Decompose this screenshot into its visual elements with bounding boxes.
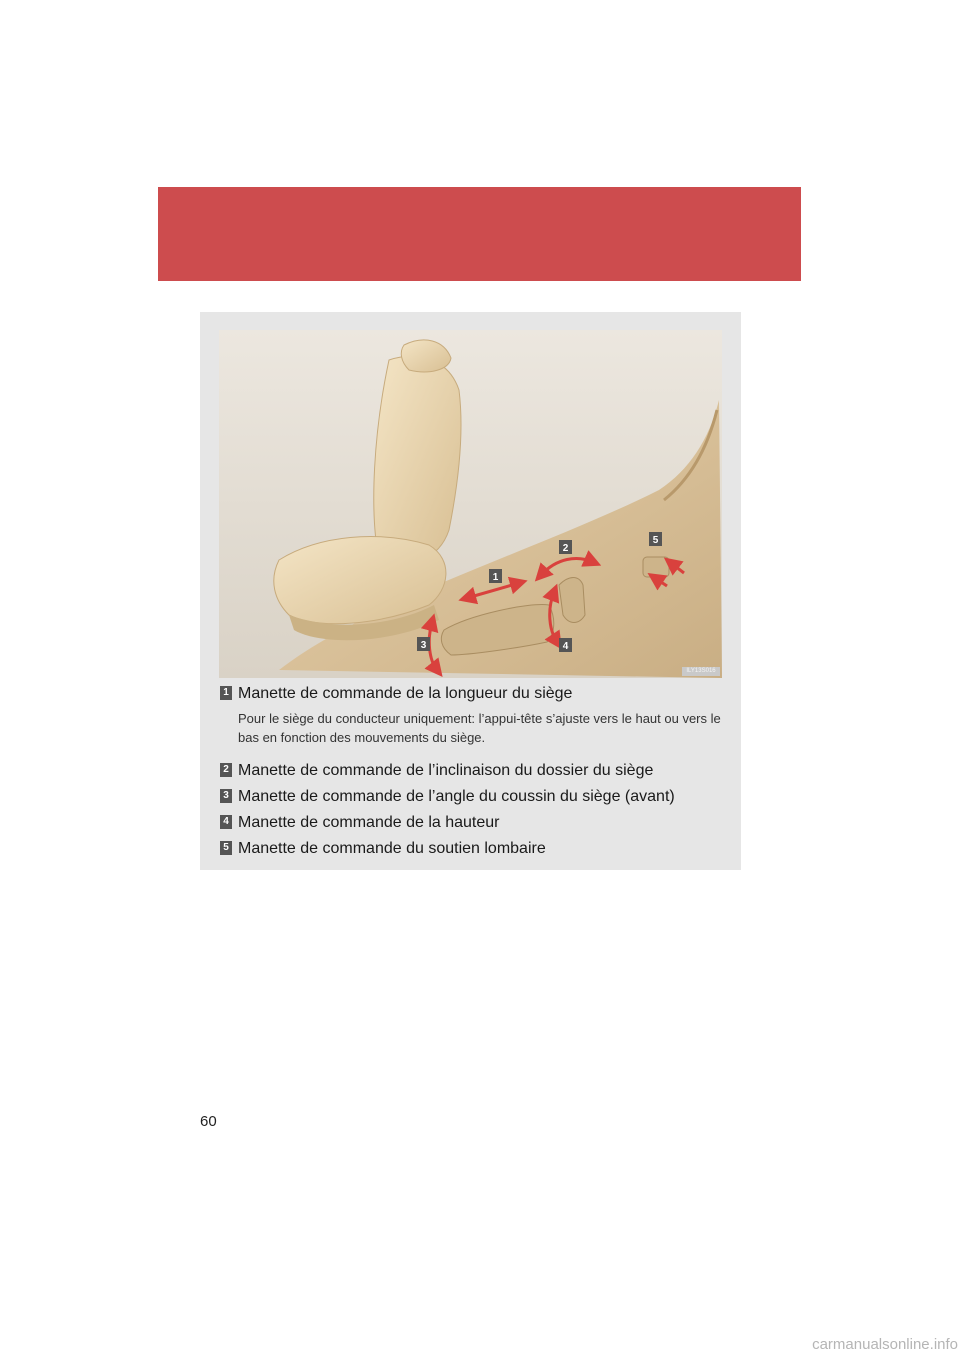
callout-number: 2 (220, 763, 232, 777)
callout-number: 1 (220, 686, 232, 700)
svg-text:5: 5 (652, 535, 659, 546)
callout-badge-4 (559, 638, 572, 652)
figure-code: ILY13S016 (682, 667, 720, 676)
callout-number: 5 (220, 841, 232, 855)
svg-text:1: 1 (492, 572, 499, 583)
callout-badge-1 (489, 569, 502, 583)
callout-badge-5 (649, 532, 662, 546)
item-label: Manette de commande de l’angle du coussin du siège (avant) (238, 788, 675, 805)
chapter-header (158, 187, 801, 281)
list-item (220, 811, 730, 835)
callout-number: 3 (220, 789, 232, 803)
callout-badge-2 (559, 540, 572, 554)
item-label: Manette de commande de la longueur du siège (238, 685, 573, 702)
svg-text:4: 4 (562, 641, 569, 652)
item-label: Manette de commande du soutien lombaire (238, 840, 546, 857)
item-label: Manette de commande de la hauteur (238, 814, 500, 831)
page-number: 60 (200, 1113, 217, 1130)
svg-text:3: 3 (420, 640, 427, 651)
list-item (220, 785, 730, 809)
item-note: Pour le siège du conducteur uniquement: l’appui-tête s’ajuste vers le haut ou vers le bas en fonction des mouvements du siège. (238, 711, 721, 745)
watermark: carmanualsonline.info (812, 1336, 958, 1353)
callout-badge-3 (417, 637, 430, 651)
control-list (220, 682, 730, 861)
callout-number: 4 (220, 815, 232, 829)
item-label: Manette de commande de l’inclinaison du dossier du siège (238, 762, 654, 779)
list-item (220, 682, 730, 747)
list-item (220, 759, 730, 783)
seat-controls-drawing (219, 330, 722, 678)
seat-illustration (219, 330, 722, 678)
list-item (220, 837, 730, 861)
svg-text:2: 2 (562, 543, 569, 554)
